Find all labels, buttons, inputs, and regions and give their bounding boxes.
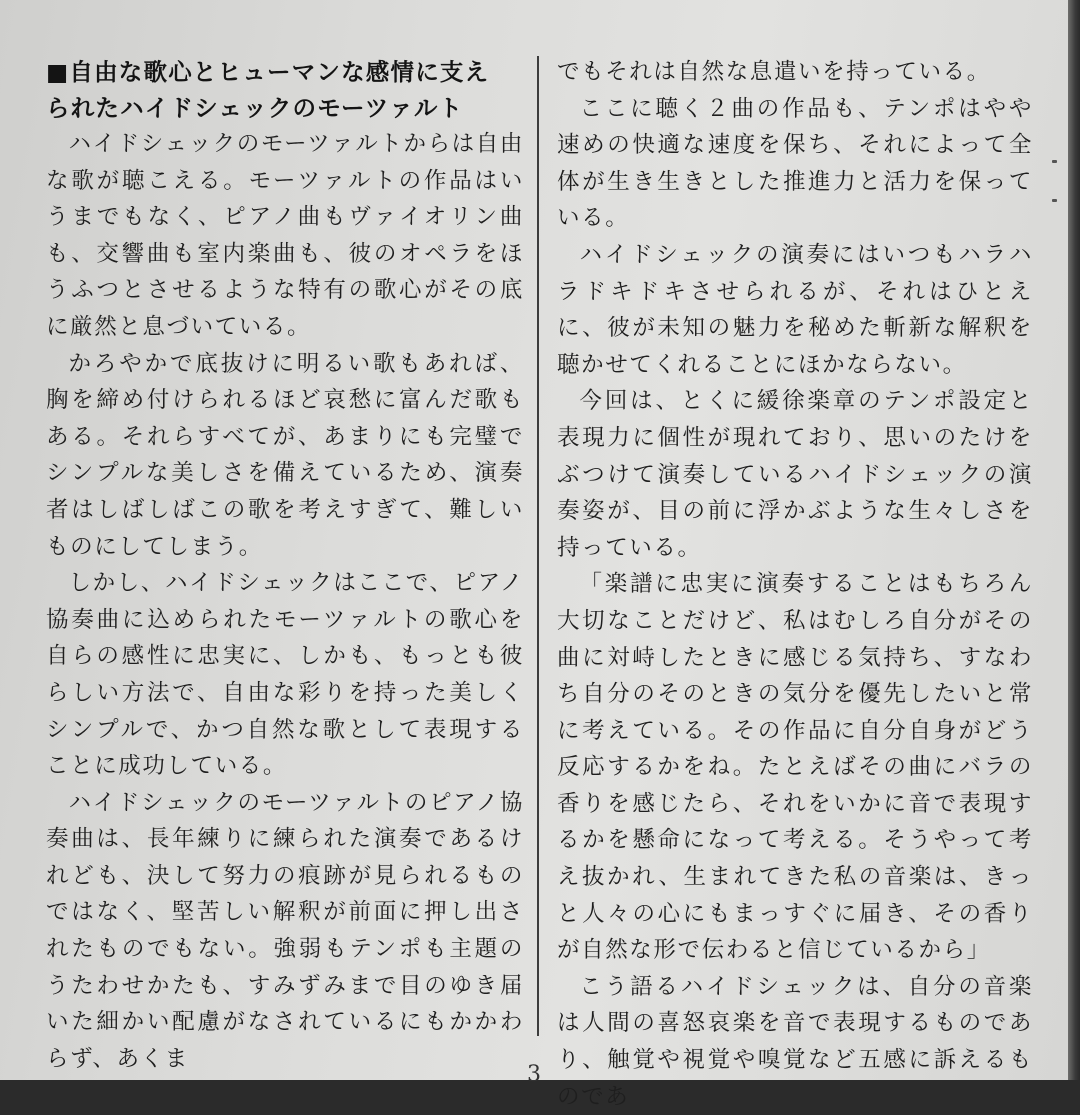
page-number: 3 [527, 1062, 541, 1087]
paper-speck [1052, 160, 1057, 163]
paragraph: 今回は、とくに緩徐楽章のテンポ設定と表現力に個性が現れており、思いのたけをぶつけて演奏しているハイドシェックの演奏姿が、目の前に浮かぶような生々しさを持っている。 [557, 388, 1033, 561]
column-divider [537, 56, 539, 1036]
paragraph: かろやかで底抜けに明るい歌もあれば、胸を締め付けられるほど哀愁に富んだ歌もある。それらすべてが、あまりにも完璧でシンプルな美しさを備えているため、演奏者はしばしばこの歌を考えすぎて、難しいものにしてしまう。 [46, 350, 524, 560]
paragraph: こう語るハイドシェックは、自分の音楽は人間の喜怒哀楽を音で表現するものであり、触覚や視覚や嗅覚など五感に訴えるものであ [557, 973, 1033, 1110]
paragraph-continuation: でもそれは自然な息遣いを持っている。 [557, 59, 991, 85]
article-heading: ■自由な歌心とヒューマンな感情に支え られたハイドシェックのモーツァルト [46, 58, 490, 122]
quote-paragraph: 「楽譜に忠実に演奏することはもちろん大切なことだけど、私はむしろ自分がその曲に対峙したときに感じる気持ち、すなわち自分のそのときの気分を優先したいと常に考えている。その作品に自分自身がどう反応するかをね。たとえばその曲にバラの香りを感じたら、それをいかに音で表現するかを懸命になって考える。そうやって考え抜かれ、生まれてきた私の音楽は、きっと人々の心にもまっすぐに届き、その香りが自然な形で伝わると信じているから」 [557, 571, 1033, 964]
paragraph: しかし、ハイドシェックはここで、ピアノ協奏曲に込められたモーツァルトの歌心を自らの感性に忠実に、しかも、もっとも彼らしい方法で、自由な彩りを持った美しくシンプルで、かつ自然な歌として表現することに成功している。 [46, 570, 524, 780]
paragraph: ハイドシェックのモーツァルトからは自由な歌が聴こえる。モーツァルトの作品はいうまでもなく、ピアノ曲もヴァイオリン曲も、交響曲も室内楽曲も、彼のオペラをほうふつとさせるような特有の歌心がその底に厳然と息づいている。 [46, 131, 524, 340]
left-column [46, 54, 524, 1077]
booklet-edge-shadow [1068, 0, 1080, 1080]
paper-speck [1052, 199, 1057, 202]
paragraph: ハイドシェックのモーツァルトのピアノ協奏曲は、長年練りに練られた演奏であるけれども、決して努力の痕跡が見られるものではなく、堅苦しい解釈が前面に押し出されたものでもない。強弱もテンポも主題のうたわせかたも、すみずみまで目のゆき届いた細かい配慮がなされているにもかかわらず、あくま [46, 789, 524, 1072]
right-column [557, 54, 1033, 1115]
paragraph: ここに聴く２曲の作品も、テンポはやや速めの快適な速度を保ち、それによって全体が生き生きとした推進力と活力を保っている。 [557, 95, 1033, 232]
paragraph: ハイドシェックの演奏にはいつもハラハラドキドキさせられるが、それはひとえに、彼が未知の魅力を秘めた斬新な解釈を聴かせてくれることにほかならない。 [557, 241, 1033, 378]
